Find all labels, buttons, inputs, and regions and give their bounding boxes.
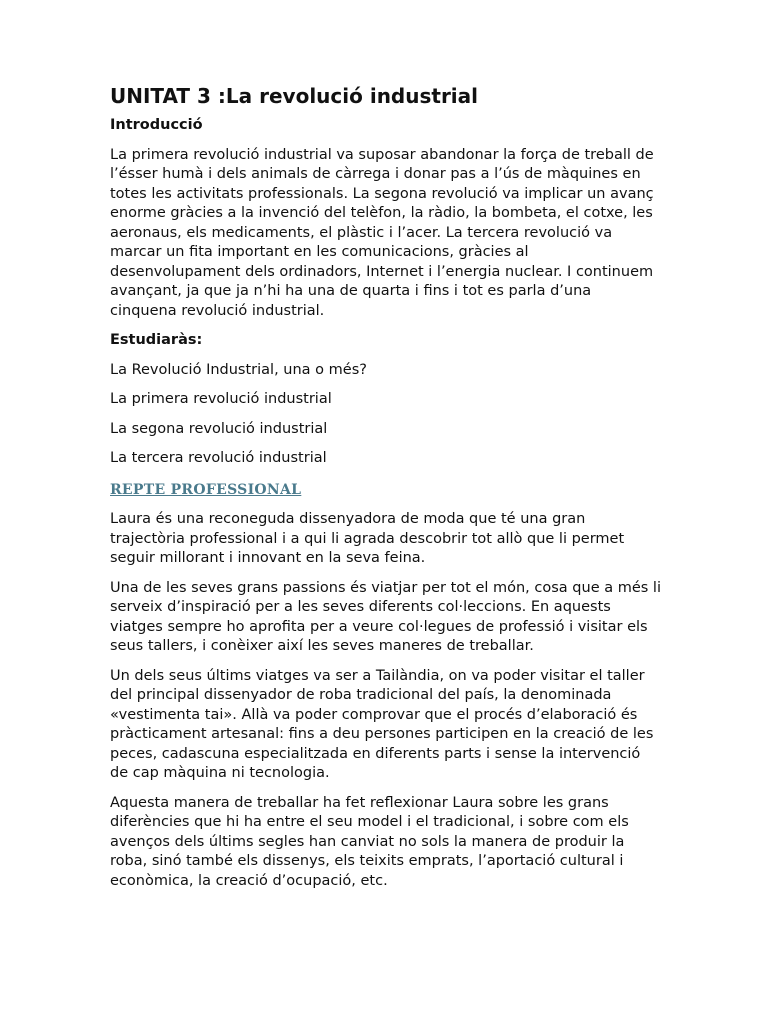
study-list (110, 361, 662, 469)
study-item: La tercera revolució industrial (110, 450, 327, 466)
study-item: La primera revolució industrial (110, 391, 332, 407)
body-paragraph: Aquesta manera de treballar ha fet reflexionar Laura sobre les grans diferències que hi ha entre el seu model i el tradicional, i sobre com els avenços dels últims segles han canviat no sols la manera de produir la roba, sinó també els dissenys, els teixits emprats, l’aportació cultural i econòmica, la creació d’ocupació, etc. (110, 794, 629, 889)
page-title: UNITAT 3 :La revolució industrial (110, 84, 479, 108)
repte-professional-link[interactable]: REPTE PROFESSIONAL (110, 481, 302, 498)
study-item: La segona revolució industrial (110, 420, 328, 437)
study-heading: Estudiaràs: (110, 332, 203, 348)
document-page (110, 82, 662, 901)
intro-heading: Introducció (110, 117, 203, 133)
body-paragraph: Una de les seves grans passions és viatjar per tot el món, cosa que a més li serveix d’inspiració per a les seves diferents col·leccions. En aquests viatges sempre ho aprofita per a veure col·legues de professió i visitar els seus tallers, i conèixer així les seves maneres de treballar. (110, 579, 661, 654)
study-item: La Revolució Industrial, una o més? (110, 361, 367, 378)
body-paragraph: Un dels seus últims viatges va ser a Tailàndia, on va poder visitar el taller del principal dissenyador de roba tradicional del país, la denominada «vestimenta tai». Allà va poder comprovar que el procés d’elaboració és pràcticament artesanal: fins a deu persones participen en la creació de les peces, cadascuna especialitzada en diferents parts i sense la intervenció de cap màquina ni tecnologia. (110, 667, 654, 781)
intro-paragraph: La primera revolució industrial va suposar abandonar la força de treball de l’ésser humà i dels animals de càrrega i donar pas a l’ús de màquines en totes les activitats professionals. La segona revolució va implicar un avanç enorme gràcies a la invenció del telèfon, la ràdio, la bombeta, el cotxe, les aeronaus, els medicaments, el plàstic i l’acer. La tercera revolució va marcar un fita important en les comunicacions, gràcies al desenvolupament dels ordinadors, Internet i l’energia nuclear. I continuem avançant, ja que ja n’hi ha una de quarta i fins i tot es parla d’una cinquena revolució industrial. (110, 146, 654, 319)
body-paragraph: Laura és una reconeguda dissenyadora de moda que té una gran trajectòria professional i a qui li agrada descobrir tot allò que li permet seguir millorant i innovant en la seva feina. (110, 511, 625, 566)
